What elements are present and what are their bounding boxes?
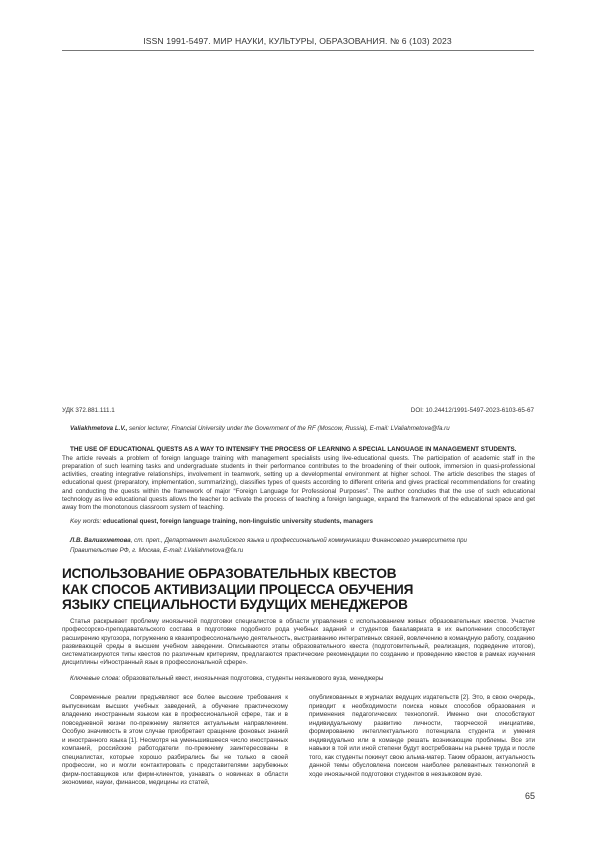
udc-code: УДК 372.881.111.1 — [62, 407, 115, 414]
russian-author-name: Л.В. Валиахметова — [70, 537, 131, 544]
russian-author-line — [70, 536, 510, 555]
doi-code: DOI: 10.24412/1991-5497-2023-6103-65-67 — [410, 407, 534, 414]
body-column-right: опубликованных в журналах ведущих издательств [2]. Это, в свою очередь, приводит к необходимости поиска новых способов образования и применения педагогических технологий. Именно они способствуют индивидуальному развитию личности, творческой инициативе, формированию интеллектуального потенциала студента и умения индивидуально или в команде решать возникающие проблемы. Все эти навыки в той или иной степени будут востребованы на рынке труда и после того, как студенты покинут свою альма-матер. Таким образом, актуальность данной темы обусловлена поиском наиболее релевантных технологий в ходе иноязычной подготовки студентов в неязыковом вузе. — [309, 694, 535, 778]
body-column-left: Современные реалии предъявляют все более высокие требования к выпускникам высших учебных заведений, а обучение практическому владению иностранным языком как в профессиональной сфере, так и в повседневной жизни по-прежнему является актуальным направлением. Особую значимость в этом случае приобретает сращение фоновых знаний и иностранного языка [1]. Несмотря на уменьшившееся число иностранных компаний, российские работодатели по-прежнему заинтересованы в специалистах, которые хорошо разбирались бы не только в своей профессии, но и могли контактировать с представителями зарубежных фирм-поставщиков или фирм-клиентов, узнавать о новинках в области экономики, науки, финансов, медицины из статей, — [62, 694, 288, 786]
english-author-line — [70, 425, 535, 433]
english-keywords-label: Key words: — [70, 518, 102, 525]
english-title: THE USE OF EDUCATIONAL QUESTS AS A WAY TO INTENSIFY THE PROCESS OF LEARNING A SPECIAL LANGUAGE IN MANAGEMENT STUDENTS. — [70, 446, 517, 453]
journal-header: ISSN 1991-5497. МИР НАУКИ, КУЛЬТУРЫ, ОБРАЗОВАНИЯ. № 6 (103) 2023 — [143, 36, 452, 46]
russian-keywords-label: Ключевые слова: — [70, 675, 121, 682]
english-author-name: Valiakhmetova L.V., — [70, 425, 128, 432]
russian-title — [62, 566, 542, 613]
russian-keywords-list: образовательный квест, иноязычная подготовка, студенты неязыкового вуза, менеджеры — [120, 675, 384, 682]
russian-title-line: ИСПОЛЬЗОВАНИЕ ОБРАЗОВАТЕЛЬНЫХ КВЕСТОВ — [62, 566, 397, 581]
russian-keywords — [70, 675, 535, 682]
russian-title-line: КАК СПОСОБ АКТИВИЗАЦИИ ПРОЦЕССА ОБУЧЕНИЯ — [62, 581, 414, 597]
header-rule — [62, 50, 534, 51]
russian-author-details: , ст. преп., Департамент английского языка и профессиональной коммуникации Финансового университета при Правительстве РФ, г. Москва, E-mail: LValiahmetova@fa.ru — [70, 537, 467, 554]
english-keywords-list: educational quest, foreign language training, non-linguistic university students, managers — [101, 518, 374, 525]
english-abstract: The article reveals a problem of foreign language training with management specialists using live-educational quests. The participation of academic staff in the preparation of such learning tasks and undergraduate students in their performance contributes to the broadening of their outlook, immersion in quasi-professional activities, creating integrative relationships, involvement in teamwork, setting up a developmental environment at higher school. The article describes the stages of educational quest (preparatory, implementation, summarizing), classifies types of quests according to different criteria and gives practical recommendations for creating and conducting the quests within the framework of major “Foreign Language for Professional Purposes”. The author concludes that the use of such educational technology as live educational quests allows the teacher to activate the process of teaching a foreign language, expand the framework of the educational space and get away from the monotonous classroom system of teaching. — [62, 455, 535, 511]
page-number: 65 — [524, 791, 535, 801]
russian-title-line: ЯЗЫКУ СПЕЦИАЛЬНОСТИ БУДУЩИХ МЕНЕДЖЕРОВ — [62, 597, 408, 613]
english-author-details: senior lecturer, Financial University under the Government of the RF (Moscow, Russia), E-mail: LValiahmetova@fa.ru — [127, 425, 450, 432]
russian-abstract: Статья раскрывает проблему иноязычной подготовки специалистов в области управления с использованием живых образовательных квестов. Участие профессорско-преподавательского состава в подготовке подобного рода учебных заданий и студентов бакалавриата в их выполнении способствует расширению кругозора, погружению в квазипрофессиональную деятельность, выстраиванию интегративных связей, вовлечению в командную работу, созданию развивающей среды в высшем учебном заведении. Описываются этапы образовательного квеста (подготовительный, реализация, подведение итогов), систематизируются типы квестов по различным критериям, предлагаются практические рекомендации по созданию и проведению квестов в рамках изучения дисциплины «Иностранный язык в профессиональной сфере». — [62, 618, 535, 667]
english-keywords — [70, 518, 535, 525]
